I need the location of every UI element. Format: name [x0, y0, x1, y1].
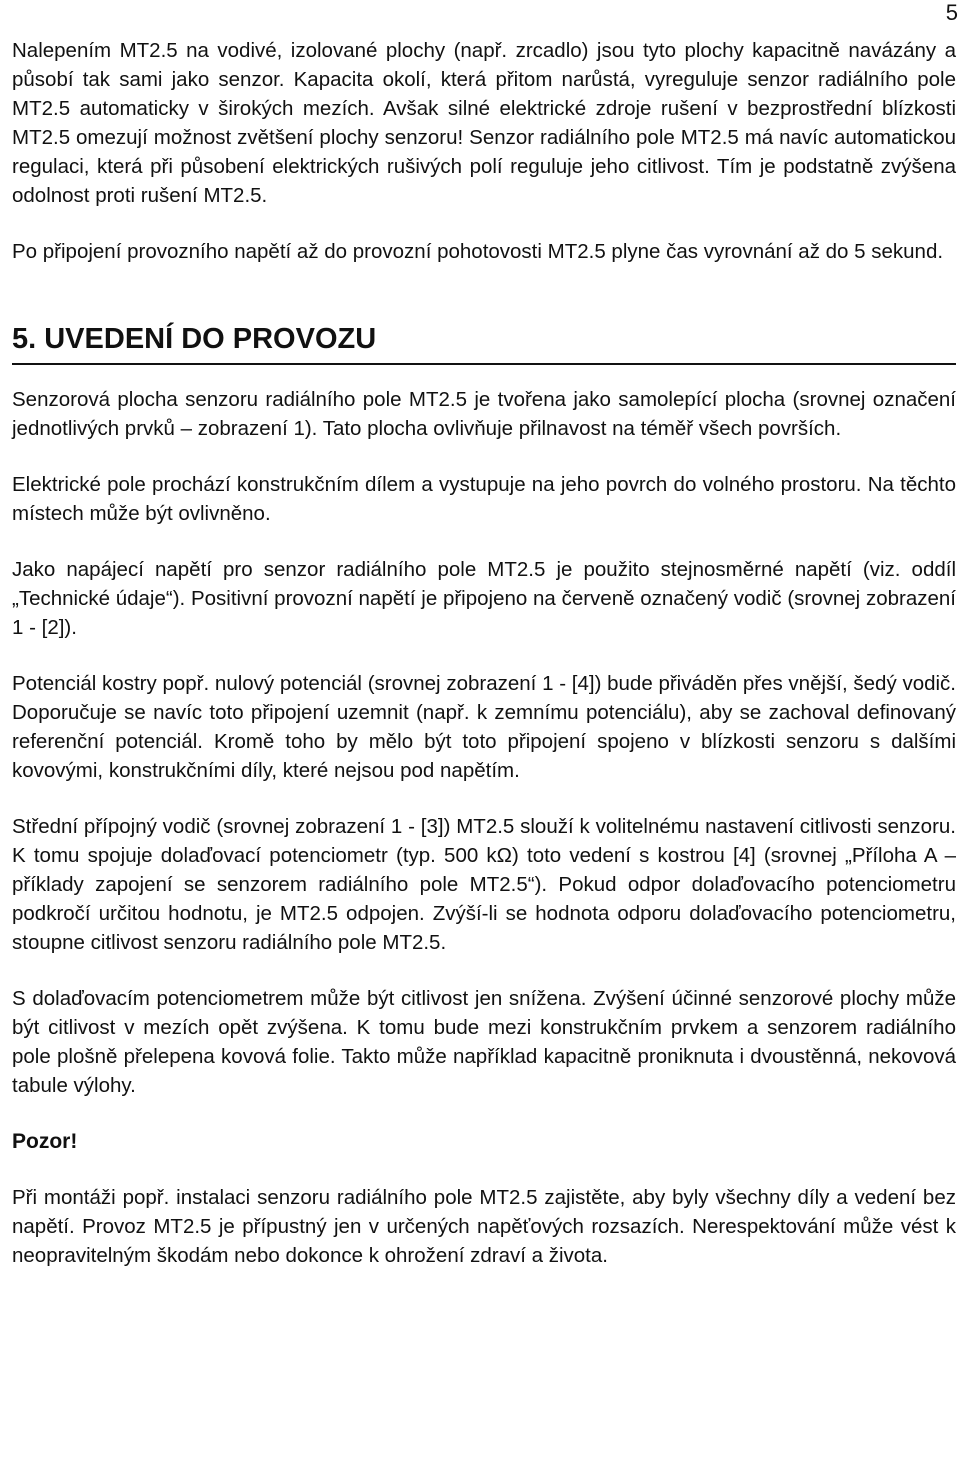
- warning-paragraph: Při montáži popř. instalaci senzoru radiálního pole MT2.5 zajistěte, aby byly všechny díly a vedení bez napětí. Provoz MT2.5 je přípustný jen v určených napěťových rozsazích. Nerespektování může vést k neopravitelným škodám nebo dokonce k ohrožení zdraví a života.: [12, 1186, 956, 1267]
- section-heading: 5. UVEDENÍ DO PROVOZU: [12, 323, 377, 355]
- section-paragraph-5: Střední přípojný vodič (srovnej zobrazení 1 - [3]) MT2.5 slouží k volitelnému nastavení citlivosti senzoru. K tomu spojuje dolaďovací potenciometr (typ. 500 kΩ) toto vedení s kostrou [4] (srovnej „Příloha A – příklady zapojení se senzorem radiálního pole MT2.5“). Pokud odpor dolaďovacího potenciometru podkročí určitou hodnotu, je MT2.5 odpojen. Zvýší-li se hodnota odporu dolaďovacího potenciometru, stoupne citlivost senzoru radiálního pole MT2.5.: [12, 815, 956, 954]
- page-number: 5: [945, 0, 958, 25]
- heading-underline: [12, 363, 956, 365]
- section-heading-block: [12, 322, 956, 365]
- intro-paragraph-2: Po připojení provozního napětí až do provozní pohotovosti MT2.5 plyne čas vyrovnání až do 5 sekund.: [12, 240, 944, 263]
- section-paragraph-4: Potenciál kostry popř. nulový potenciál (srovnej zobrazení 1 - [4]) bude přiváděn přes vnější, šedý vodič. Doporučuje se navíc toto připojení uzemnit (např. k zemnímu potenciálu), aby se zachoval definovaný referenční potenciál. Kromě toho by mělo být toto připojení spojeno v blízkosti senzoru s dalšími kovovými, konstrukčními díly, které nejsou pod napětím.: [12, 672, 956, 782]
- section-paragraph-3: Jako napájecí napětí pro senzor radiálního pole MT2.5 je použito stejnosměrné napětí (viz. oddíl „Technické údaje“). Positivní provozní napětí je připojeno na červeně označený vodič (srovnej zobrazení 1 - [2]).: [12, 558, 956, 639]
- section-paragraph-1: Senzorová plocha senzoru radiálního pole MT2.5 je tvořena jako samolepící plocha (srovnej označení jednotlivých prvků – zobrazení 1). Tato plocha ovlivňuje přilnavost na téměř všech površích.: [12, 388, 956, 440]
- intro-paragraph-1: Nalepením MT2.5 na vodivé, izolované plochy (např. zrcadlo) jsou tyto plochy kapacitně navázány a působí tak sami jako senzor. Kapacita okolí, která přitom narůstá, vyreguluje senzor radiálního pole MT2.5 automaticky v širokých mezích. Avšak silné elektrické zdroje rušení v bezprostřední blízkosti MT2.5 omezují možnost zvětšení plochy senzoru! Senzor radiálního pole MT2.5 má navíc automatickou regulaci, která při působení elektrických rušivých polí reguluje jeho citlivost. Tím je podstatně zvýšena odolnost proti rušení MT2.5.: [12, 39, 956, 207]
- section-paragraph-2: Elektrické pole prochází konstrukčním dílem a vystupuje na jeho povrch do volného prostoru. Na těchto místech může být ovlivněno.: [12, 473, 956, 525]
- section-paragraph-6: S dolaďovacím potenciometrem může být citlivost jen snížena. Zvýšení účinné senzorové plochy může být citlivost v mezích opět zvýšena. K tomu bude mezi konstrukčním prvkem a senzorem radiálního pole plošně přelepena kovová folie. Takto může například kapacitně proniknuta i dvoustěnná, nekovová tabule výlohy.: [12, 987, 956, 1097]
- warning-title: Pozor!: [12, 1130, 78, 1153]
- document-body: [12, 36, 956, 1270]
